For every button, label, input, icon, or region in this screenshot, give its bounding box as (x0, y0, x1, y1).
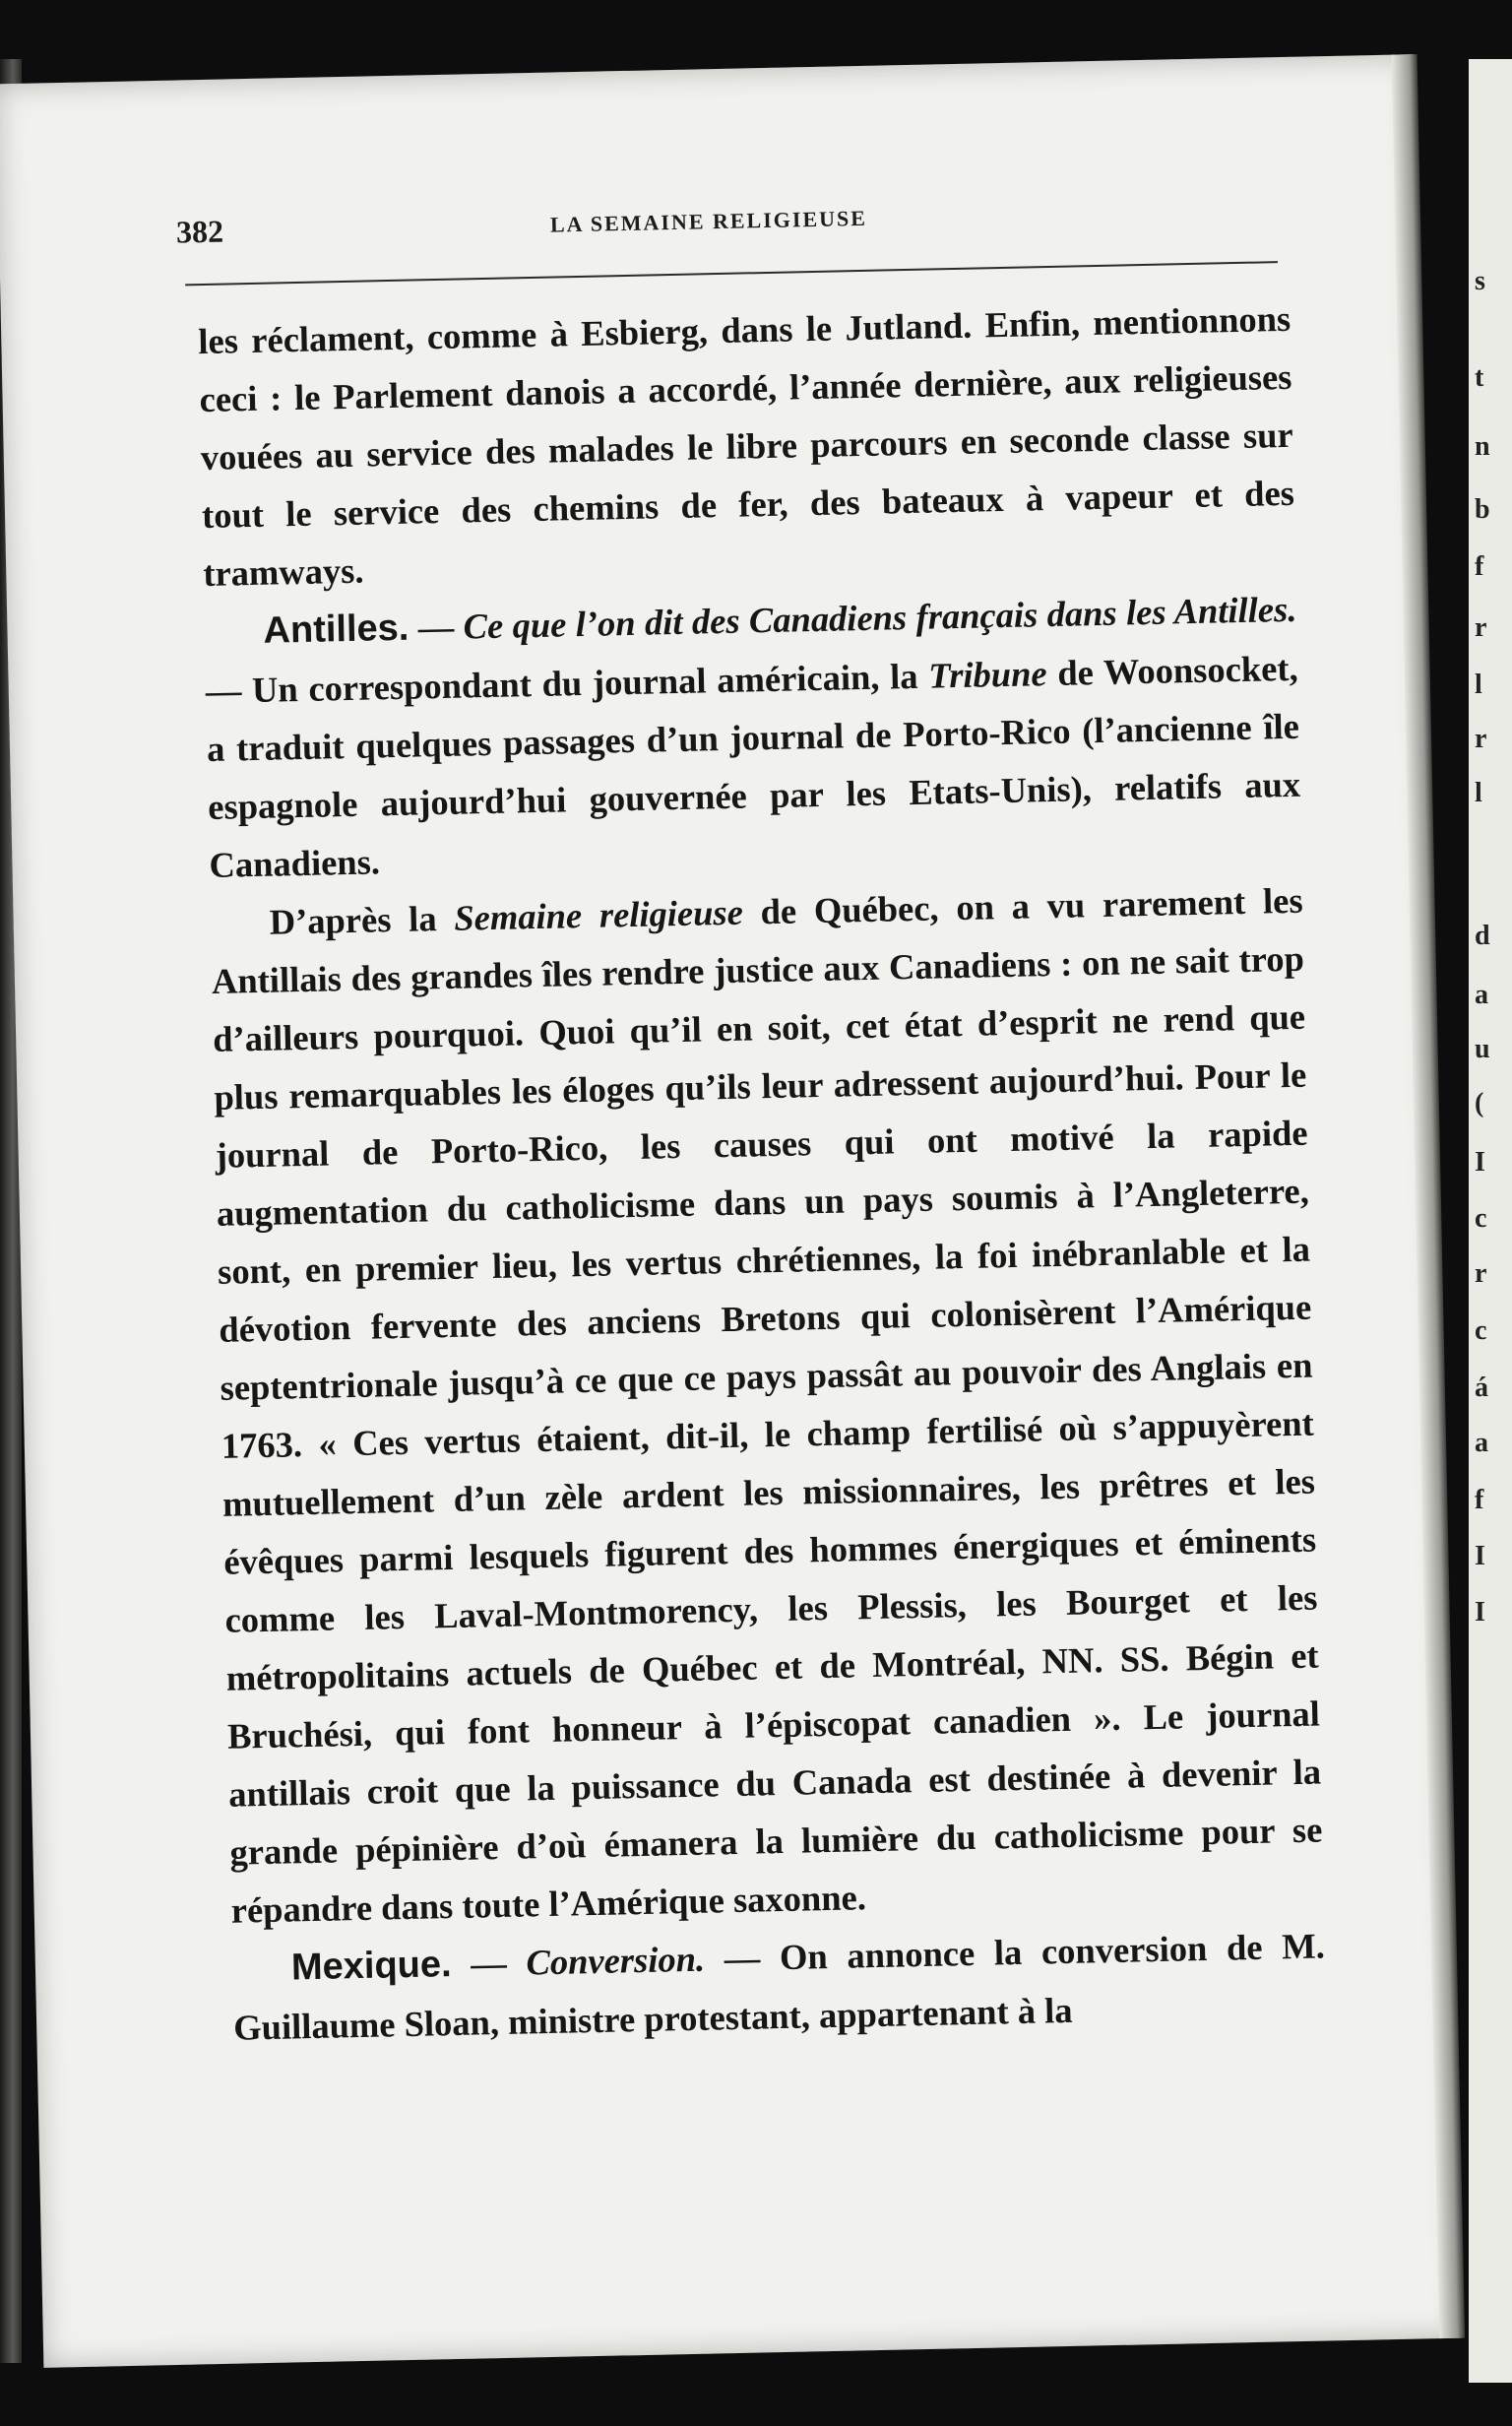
next-page-fragment: á (1475, 1373, 1488, 1403)
next-page-fragment: c (1475, 1315, 1487, 1346)
next-page-fragment: f (1475, 1485, 1484, 1515)
journal-title-semaine: Semaine religieuse (453, 891, 744, 938)
next-page-fragment: ( (1475, 1088, 1484, 1118)
next-page-fragment: l (1475, 778, 1482, 808)
next-page-fragment: s (1475, 266, 1485, 296)
next-page-fragment: r (1475, 1258, 1487, 1289)
next-page-fragment: a (1475, 980, 1488, 1010)
dapres-text-b: de Québec, on a vu rarement les Antillais des grandes îles rendre justice aux Canadiens : on ne sait trop d’ailleurs pourquoi. Quoi qu’il en soit, cet état d’esprit ne rend que plus remarquables les éloges qu’ils leur adressent aujourd’hui. Pour le journal de Porto-Rico, les causes qui ont motivé la rapide augmentation du catholicisme dans un pays soumis à l’Angleterre, sont, en premier lieu, les vertus chrétiennes, la foi inébranlable et la dévotion fervente des anciens Bretons qui colonisèrent l’Amérique septentrionale jusqu’à ce que ce pays passât au pouvoir des Anglais en 1763. « Ces vertus étaient, dit-il, le champ fertilisé où s’appuyèrent mutuellement d’un zèle ardent les missionnaires, les prêtres et les évêques parmi lesquels figurent des hommes énergiques et éminents comme les Laval-Montmorency, les Plessis, les Bourget et les métropolitains actuels de Québec et de Montréal, NN. SS. Bégin et Bruchési, qui font honneur à l’épiscopat canadien ». Le journal antillais croit que la puissance du Canada est destinée à devenir la grande pépinière d’où émanera la lumière du catholicisme pour se répandre dans toute l’Amérique saxonne. (211, 879, 1323, 1931)
next-page-fragment: d (1475, 921, 1490, 951)
running-head-title: LA SEMAINE RELIGIEUSE (549, 205, 868, 237)
dapres-text-a: D’après la (269, 897, 455, 942)
next-page-fragment: I (1475, 1541, 1485, 1571)
next-page-fragment: c (1475, 1203, 1487, 1234)
next-page-fragment: r (1475, 724, 1487, 754)
section-antilles (204, 580, 1302, 894)
mexique-text: — On annonce la conversion de M. Guillaume Sloan, ministre protestant, appartenant à la (232, 1925, 1326, 2048)
article-body (198, 289, 1327, 2057)
section-mexique (231, 1916, 1326, 2056)
next-page-fragment: u (1475, 1034, 1490, 1064)
book-page (0, 54, 1461, 2368)
section-subheading-antilles: Ce que l’on dit des Canadiens français dans les Antilles. (463, 588, 1297, 647)
next-page-fragment: I (1475, 1597, 1485, 1628)
next-page-edge (1469, 59, 1512, 2383)
next-page-fragment: n (1475, 431, 1490, 462)
section-subheading-mexique: Conversion. (526, 1938, 706, 1983)
paragraph-dapres (210, 871, 1324, 1940)
page-number: 382 (175, 213, 224, 250)
next-page-fragment: a (1475, 1428, 1488, 1458)
next-page-fragment: f (1475, 551, 1484, 582)
dash: — (451, 1942, 527, 1985)
dash: — (408, 606, 465, 648)
next-page-fragment: r (1475, 612, 1487, 643)
running-head (176, 191, 1280, 273)
paragraph-danemark: les réclament, comme à Esbierg, dans le Jutland. Enfin, mentionnons ceci : le Parlement danois a accordé, l’année dernière, aux religieuses vouées au service des malades le libre parcours en seconde classe sur tout le service des chemins de fer, des bateaux à vapeur et des tramways. (197, 297, 1295, 595)
next-page-fragment: l (1475, 670, 1482, 700)
page-gutter-shadow (1392, 54, 1466, 2338)
next-page-fragment: b (1475, 494, 1490, 525)
antilles-text-b: de Woonsocket, a traduit quelques passages d’un journal de Porto-Rico (l’ancienne île espagnole aujourd’hui gouvernée par les Etats-Unis), relatifs aux Canadiens. (206, 647, 1301, 885)
journal-title-tribune: Tribune (927, 653, 1048, 696)
next-page-fragment: t (1475, 362, 1484, 393)
antilles-text-a: — Un correspondant du journal américain, la (205, 655, 929, 712)
section-heading-mexique: Mexique. (290, 1944, 453, 1989)
section-heading-antilles: Antilles. (263, 606, 410, 652)
next-page-fragment: I (1475, 1147, 1485, 1178)
